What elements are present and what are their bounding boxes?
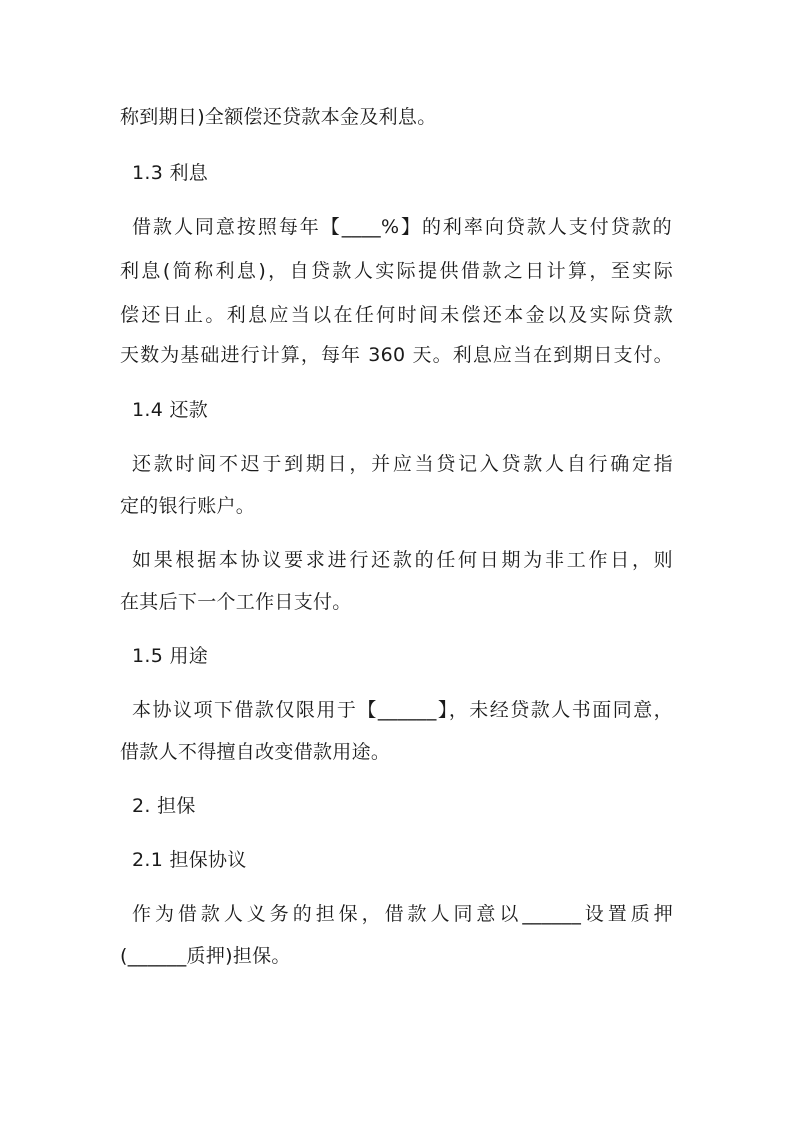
paragraph-line: 还款时间不迟于到期日，并应当贷记入贷款人自行确定指 (132, 453, 673, 475)
section-heading-2: 2. 担保 (132, 795, 196, 817)
paragraph-line: 天数为基础进行计算，每年 360 天。利息应当在到期日支付。 (120, 344, 673, 366)
paragraph-line: 借款人不得擅自改变借款用途。 (120, 741, 391, 763)
section-heading-2-1: 2.1 担保协议 (132, 849, 247, 871)
paragraph-line: 借款人同意按照每年【____%】的利率向贷款人支付贷款的 (132, 216, 672, 238)
paragraph-line: 在其后下一个工作日支付。 (120, 591, 352, 613)
paragraph-line: 如果根据本协议要求进行还款的任何日期为非工作日，则 (132, 549, 673, 571)
paragraph-line: 利息(简称利息)，自贷款人实际提供借款之日计算，至实际 (120, 260, 673, 282)
paragraph-line: 称到期日)全额偿还贷款本金及利息。 (120, 106, 437, 128)
section-heading-1-4: 1.4 还款 (132, 399, 209, 421)
paragraph-line: 定的银行账户。 (120, 495, 256, 517)
section-heading-1-5: 1.5 用途 (132, 645, 209, 667)
paragraph-line: 偿还日止。利息应当以在任何时间未偿还本金以及实际贷款 (120, 304, 673, 326)
paragraph-line: (______质押)担保。 (120, 945, 291, 967)
paragraph-line: 作为借款人义务的担保，借款人同意以______设置质押 (132, 903, 673, 925)
section-heading-1-3: 1.3 利息 (132, 162, 209, 184)
paragraph-line: 本协议项下借款仅限用于【______】，未经贷款人书面同意， (132, 699, 673, 721)
